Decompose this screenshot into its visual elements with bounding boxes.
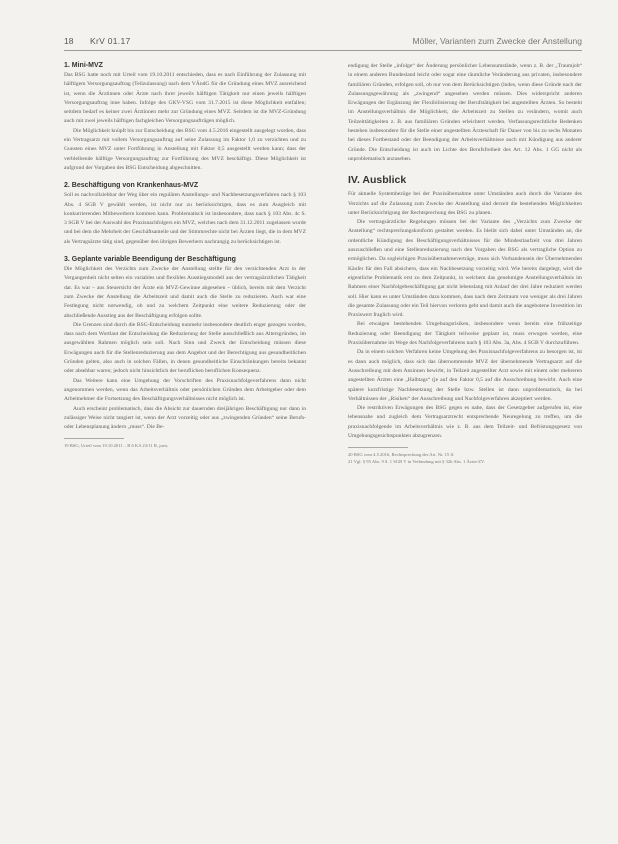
- paragraph: Das BSG hatte noch mit Urteil vom 19.10.2011 entschieden, dass es nach Einführung der Zulassung mit hälftigem Versorgungsauftrag (Teilzulassung) nach dem VÄndG für die Gründung eines MVZ ausreichend ist, wenn die Ärztinnen oder Ärzte nach ihrer jeweils hälftigen Tätigkeit nur einen jeweils hälftigen Versorgungsauftrag inne haben. Infolge des GKV-VSG vom 31.7.2015 ist diese Möglichkeit entfallen; seitdem bedarf es keiner zwei Ärztinnen mehr zur Gründung eines MVZ. Seitdem ist die MVZ-Gründung auch mit zwei jeweils hälftigen fachgleichen Versorgungsaufträgen möglich.: [64, 72, 306, 125]
- paragraph: Die Möglichkeit knüpft bis zur Entscheidung des BSG vom 4.5.2016 eingestellt ausgelegt worden, dass ein Vertragsarzt mit vollem Versorgungsauftrag auf seine Zulassung im Faktor 1,0 zu verzichten und zu Gunsten eines MVZ unter Fortführung in Anstellung mit Faktor 0,5 ausgestellt werden kann; dass der verbleibende hälftige Versorgungsauftrag zur Fortführung des MVZ beschäftigt. Diese Möglichkeit ist aufgrund der Vorgaben des BSG Entscheidung abgeschnitten.: [64, 127, 306, 171]
- footnote: 20 BSG vom 4.5.2016, Rechtsprechung des Art. Nr. 15 ff.: [348, 452, 455, 458]
- section-heading: IV. Ausblick: [348, 174, 407, 187]
- section-heading: 2. Beschäftigung von Krankenhaus-MVZ: [64, 182, 199, 190]
- paragraph: Die vertragsärztliche Regelungen müssen bei der Variante des „Verzichts zum Zwecke der Anstellung“ rechtsprechungskonform gestaltet werden. Es bleibt sich dabei unter Umständen an, die ordentliche Kündigung des Beschäftigungsverhältnisses für die Mindestlaufzeit von drei Jahren auszuschließen und eine Stellenreduzierung nach den Vorgaben des BSG als vertragliche Option zu ermöglichen. Da sogleichigen Praxisübernahmeverträge, muss sich Vorhandensein der Übernehmenden Käufer für den Fall absichern, dass ein Nachbesetzung vorzeitig wird. Wie bereits dargelegt, wird die eigentliche Problematik erst zu dem Zeitpunkt, in welchem das genehmigte Anstellungsverhältnis im Rahmen einer Nachfolgebeschäftigung gar nicht lebenslang mit Anlauf der drei Jahre reduziert werden soll. Hier kann es unter Umständen dazu kommen, dass nach dem Zeitraum von weniger als drei Jahren die gesamte Zulassung oder ein Teil hiervon verloren geht und damit auch die angebotene Investition im Praxiswert fraglich wird.: [348, 219, 582, 319]
- page-header: [64, 36, 582, 50]
- section-heading: 3. Geplante variable Beendigung der Beschäftigung: [64, 256, 236, 264]
- footnote-rule: [348, 447, 408, 448]
- journal-name: KrV 01.17: [90, 36, 131, 46]
- left-column: [64, 62, 306, 449]
- footnote: 19 BSG, Urteil vom 19.10.2011 – B 6 KA 23/11 R, juris.: [64, 443, 169, 449]
- running-title: Möller, Varianten zum Zwecke der Anstellung: [412, 36, 582, 46]
- paragraph: Die Grenzen sind durch die BSG-Entscheidung nunmehr insbesondere deutlich enger gezogen worden, dass nach dem Wortlaut der Entscheidung die Reduzierung der Stelle ausschließlich aus Altersgründen, im ausgewählten Rahmen möglich sein soll. Nach Sinn und Zweck der Entscheidung müssen diese Erwägungen auch für die Stellenreduzierung aus dem Angebot und der Berechtigung aus gesundheitlichen Gründen gelten, also auch in solchen Fällen, in denen gesundheitliche Einschränkungen bereits bekannt oder absehbar waren; jedoch nicht hinsichtlich der beruflichen beruflichen Konsequenz.: [64, 321, 306, 375]
- right-column: [348, 62, 582, 465]
- footnote-rule: [64, 438, 124, 439]
- paragraph: Das Weitere kann eine Umgehung der Vorschriften des Praxisnachfolgeverfahrens dann nicht angenommen werden, wenn das Arbeitsverhältnis oder persönlichen Gründen dem Arbeitgeber oder dem Arbeitnehmer die Fortsetzung des Beschäftigungsverhältnisses nicht möglich ist.: [64, 377, 306, 403]
- page-number: 18: [64, 36, 74, 46]
- paragraph: Auch erscheint problematisch, dass die Absicht zur dauernden dreijährigen Beschäftigung nur dann in zulässiger Weise nicht tangiert ist, wenn der Arzt vorzeitig oder aus „zwingenden Gründen“ seine Berufs- oder Lebensplanung ändern „muss“. Die Be-: [64, 405, 306, 431]
- paragraph: Da in einem solchen Verfahren keine Umgehung des Praxisnachfolgeverfahrens zu besorgen ist, ist es dann auch möglich, dass sich das übernommende MVZ der übernehmende Vertragsarzt auf die Ausschreibung mit dem Ansinnen bewirbt, in Teilzeit angestellter Arzt sowie mit einem oder mehreren angestellten Ärzten eine „Halbtags“ (je auf den Faktor 0,5 auf die Ausschreibung bewirbt. Auch eine spätere kurzfristige Nachbesetzung der Stelle bzw. Stellen ist dann unproblematisch, da bei Verhältnissen der „Risiken“ der Ausschreibung und Nachfolgeverfahren akzeptiert werden.: [348, 349, 582, 402]
- header-rule: [64, 50, 582, 51]
- paragraph: Für aktuelle Systembezüge bei der Praxisübernahme unter Umständen auch durch die Variante des Verzichts auf die Zulassung zum Zwecke der Anstellung sind derzeit die bestehenden Möglichkeiten unter Berücksichtigung der Rechtsprechung des BSG zu planen.: [348, 191, 582, 216]
- paragraph: Bei etwaigen bestehenden Umgebungsrisiken, insbesondere wenn bereits eine frühzeitige Reduzierung oder Beendigung der Tätigkeit teilweise geplant ist, muss erwogen werden, eine Praxisübernahme im Wege des Nachfolgeverfahrens nach § 103 Abs. 3a, Abs. 4 SGB V durchzuführen.: [348, 321, 582, 347]
- paragraph: Soll es nachvollziehbar der Weg über ein regulären Anstellungs- und Nachbesetzungsverfahren nach § 103 Abs. 4 SGB V gewählt werden, ist nicht nur zu berücksichtigen, dass es zum Ausgleich mit konkurrierenden Mitbewerbern kommen kann. Problematisch ist insbesondere, dass nach § 103 Abs. 4c S. 3 SGB V bei der Auswahl des Praxisnachfolgers ein MVZ, welches nach dem 31.12.2011 zugelassen wurde und bei dem die Mehrheit der Geschäftsanteile und der Stimmrechte nicht bei Ärzten liegt, die in dem MVZ als Vertragsärzte tätig sind, gegenüber den übrigen Bewerbern nachrangig zu berücksichtigen ist.: [64, 192, 307, 245]
- paragraph: endigung der Stelle „infolge“ der Änderung persönlicher Lebensumstände, wenn z. B. der „Traumjob“ in einem anderen Bundesland leicht oder sogar eine räumliche Veränderung aus privaten, insbesondere familiären Gründen, erfolgen soll, ob nur von dem Berücksichtigen (lndes, wenn diese Gründe nach der Zulassungsgewährung als „zwingend“ angesehen werden müssen. Dies widerspricht anderen Erwägungen der Ergänzung der Flexibilisierung der Berufstätigkeit bei angestellten Ärzten. So besteht im Anstellungsverhältnis die Möglichkeit, die Arbeitszeit zu Stellen zu verändern, womit auch Teilzeittätigkeiten z. B. aus familiären Gründen erleichtert werden. Verfassungsrechtliche Bedenken bestehen insbesondere für die Stelle einer angestellten Ärzteschaft für Dauer von bis zu sechs Monaten bei dieses Fortbestand oder der Beendigung der Arbeitsverhältnisse auch mit Kündigung aus anderer Gründe. Die Entscheidung ist auch im Lichte des Berufsfreiheit des Art. 12 Abs. 1 GG nicht als unproblematisch anzusehen.: [348, 63, 582, 162]
- paragraph: Die restriktiven Erwägungen des BSG gegen es nahe, dass der Gesetzgeber aufgerufen ist, eine lebensnahe und zugleich dem Vertragsarztrecht entsprechende Neuregelung zu treffen, um die praxisnachfolgende im Arbeitsverhältnis wie z. B. aus dem Teilzeit- und Befristungsgesetz von Umgehungsgesichtspunkten abzugrenzen.: [348, 405, 582, 439]
- paragraph: Die Möglichkeit des Verzichts zum Zwecke der Anstellung stellte für den verzichtenden Arzt in der Vergangenheit nicht selten ein variables und flexibles Ausstiegsmodell aus der vertragsärztlichen Tätigkeit dar. Es war – aus Steuersicht der Ärzte ein MVZ-Gewinne abgesehen – üblich, bereits mit dem Verzicht zum Zwecke der Anstellung die Arbeitszeit und damit auch die Stelle zu reduzieren. Auch war eine Festlegung nicht notwendig, ob und zu welchem Zeitpunkt eine weitere Reduzierung oder der abschließende Ausstieg aus der Beschäftigung erfolgen sollte.: [64, 266, 306, 319]
- footnote: 21 Vgl. § 95 Abs. 9 S. 1 SGB V in Verbindung mit § 32b Abs. 1 Ärzte-ZV.: [348, 459, 485, 465]
- section-heading: 1. Mini-MVZ: [64, 62, 103, 69]
